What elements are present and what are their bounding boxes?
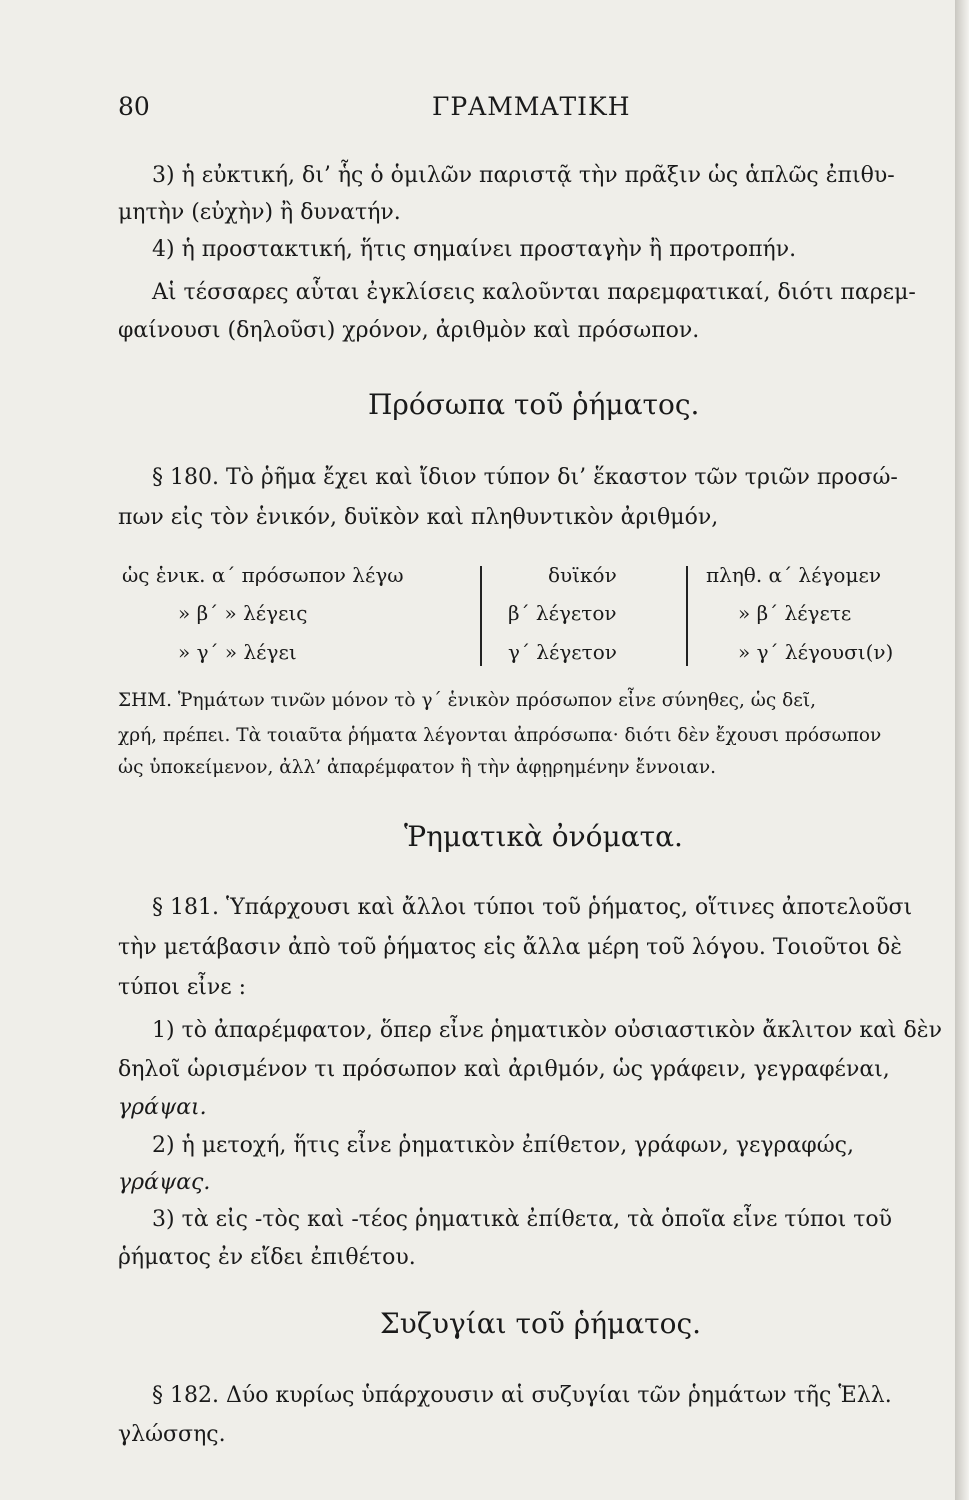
conjugation-cell: » β΄ » λέγεις — [178, 601, 308, 625]
text-line: δηλοῖ ὡρισμένον τι πρόσωπον καὶ ἀριθμόν, ὡς γράφειν, γεγραφέναι, — [118, 1057, 890, 1082]
conjugation-cell: » γ΄ » λέγει — [178, 640, 297, 664]
running-title: ΓΡΑΜΜΑΤΙΚΗ — [432, 92, 631, 121]
note-line: ὡς ὑποκείμενον, ἀλλ’ ἀπαρέμφατον ἢ τὴν ἀφῃρημένην ἔννοιαν. — [118, 757, 716, 778]
section-heading: Πρόσωπα τοῦ ῥήματος. — [368, 388, 700, 421]
section-heading: Ῥηματικὰ ὀνόματα. — [404, 820, 683, 853]
section-heading: Συζυγίαι τοῦ ῥήματος. — [380, 1307, 702, 1340]
text-line: § 181. Ὑπάρχουσι καὶ ἄλλοι τύποι τοῦ ῥήματος, οἵτινες ἀποτελοῦσι — [152, 895, 913, 920]
table-divider — [686, 566, 688, 666]
text-line: μητὴν (εὐχὴν) ἢ δυνατήν. — [118, 200, 401, 225]
text-line: τύποι εἶνε : — [118, 975, 247, 1000]
text-line: Αἱ τέσσαρες αὗται ἐγκλίσεις καλοῦνται παρεμφατικαί, διότι παρεμ- — [152, 280, 916, 305]
conjugation-cell: δυϊκόν — [548, 563, 617, 587]
text-line: ῥήματος ἐν εἴδει ἐπιθέτου. — [118, 1245, 416, 1270]
note-line: ΣΗΜ. Ῥημάτων τινῶν μόνον τὸ γ΄ ἑνικὸν πρόσωπον εἶνε σύνηθες, ὡς δεῖ, — [118, 690, 816, 711]
text-line: γλώσσης. — [118, 1422, 226, 1447]
text-line: γράψαι. — [118, 1095, 207, 1120]
text-line: φαίνουσι (δηλοῦσι) χρόνον, ἀριθμὸν καὶ πρόσωπον. — [118, 318, 700, 343]
text-line: § 182. Δύο κυρίως ὑπάρχουσιν αἱ συζυγίαι τῶν ῥημάτων τῆς Ἑλλ. — [152, 1383, 892, 1408]
page-number: 80 — [118, 92, 150, 121]
page-edge-shadow — [955, 0, 969, 1500]
conjugation-cell: ὡς ἑνικ. α΄ πρόσωπον λέγω — [122, 563, 404, 587]
text-line: 3) ἡ εὐκτική, δι’ ἧς ὁ ὁμιλῶν παριστᾷ τὴν πρᾶξιν ὡς ἁπλῶς ἐπιθυ- — [152, 163, 895, 188]
conjugation-cell: » γ΄ λέγουσι(ν) — [738, 640, 894, 664]
text-line: 4) ἡ προστακτική, ἥτις σημαίνει προσταγὴν ἢ προτροπήν. — [152, 237, 797, 262]
text-line: 1) τὸ ἀπαρέμφατον, ὅπερ εἶνε ῥηματικὸν οὐσιαστικὸν ἄκλιτον καὶ δὲν — [152, 1018, 942, 1043]
text-line: § 180. Τὸ ῥῆμα ἔχει καὶ ἴδιον τύπον δι’ ἕκαστον τῶν τριῶν προσώ- — [152, 465, 898, 490]
conjugation-cell: » β΄ λέγετε — [738, 601, 852, 625]
text-line: 3) τὰ εἰς -τὸς καὶ -τέος ῥηματικὰ ἐπίθετα, τὰ ὁποῖα εἶνε τύποι τοῦ — [152, 1207, 892, 1232]
text-line: τὴν μετάβασιν ἀπὸ τοῦ ῥήματος εἰς ἄλλα μέρη τοῦ λόγου. Τοιοῦτοι δὲ — [118, 935, 903, 960]
text-line: γράψας. — [118, 1170, 211, 1195]
note-line: χρή, πρέπει. Τὰ τοιαῦτα ῥήματα λέγονται ἀπρόσωπα· διότι δὲν ἔχουσι πρόσωπον — [118, 725, 882, 746]
text-line: πων εἰς τὸν ἑνικόν, δυϊκὸν καὶ πληθυντικὸν ἀριθμόν, — [118, 505, 719, 530]
conjugation-cell: γ΄ λέγετον — [508, 640, 617, 664]
text-line: 2) ἡ μετοχή, ἥτις εἶνε ῥηματικὸν ἐπίθετον, γράφων, γεγραφώς, — [152, 1133, 854, 1158]
conjugation-cell: β΄ λέγετον — [508, 601, 617, 625]
conjugation-cell: πληθ. α΄ λέγομεν — [706, 563, 881, 587]
table-divider — [480, 566, 482, 666]
